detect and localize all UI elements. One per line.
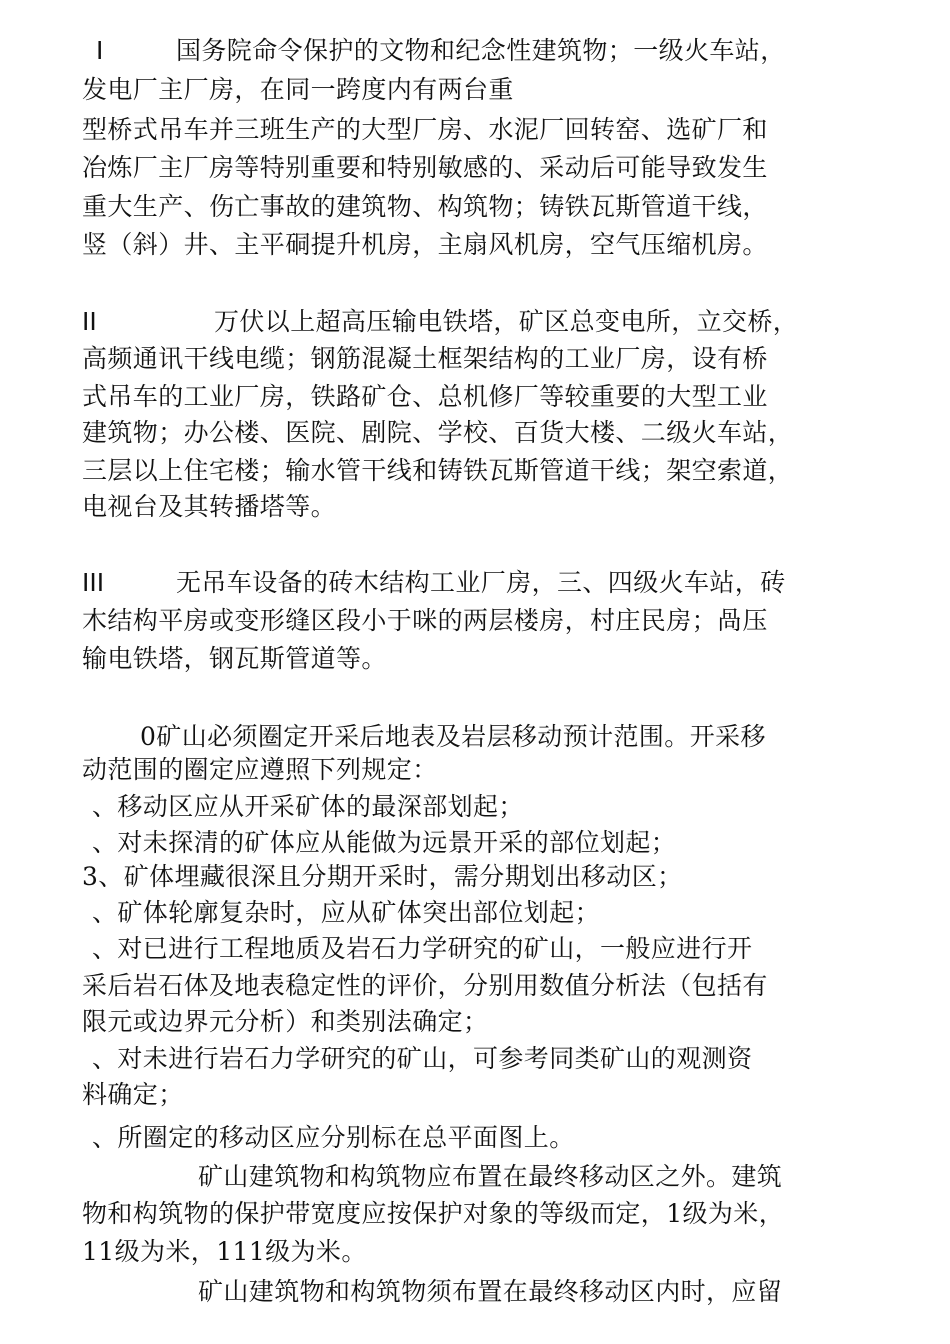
grade-2-line-2: 高频通讯干线电缆；钢筋混凝土框架结构的工业厂房，设有桥 bbox=[82, 344, 768, 373]
rules-intro-line-2: 动范围的圈定应遵照下列规定： bbox=[82, 755, 438, 784]
grade-1-line-3: 型桥式吊车并三班生产的大型厂房、水泥厂回转窑、选矿厂和 bbox=[82, 115, 768, 144]
rule-item-5-line-3: 限元或边界元分析）和类别法确定； bbox=[82, 1007, 489, 1036]
rule-item-4: 、矿体轮廓复杂时，应从矿体突出部位划起； bbox=[92, 898, 601, 927]
grade-2-line-1: 万伏以上超高压输电铁塔，矿区总变电所，立交桥， bbox=[214, 307, 799, 336]
grade-2-line-4: 建筑物；办公楼、医院、剧院、学校、百货大楼、二级火车站， bbox=[82, 418, 794, 447]
rule-item-1: 、移动区应从开采矿体的最深部划起； bbox=[92, 792, 524, 821]
grade-1-numeral: I bbox=[96, 36, 104, 65]
grade-2-line-3: 式吊车的工业厂房，铁路矿仓、总机修厂等较重要的大型工业 bbox=[82, 382, 768, 411]
grade-3-line-2: 木结构平房或变形缝区段小于咪的两层楼房，村庄民房；咼压 bbox=[82, 606, 768, 635]
protection-line-4: 矿山建筑物和构筑物须布置在最终移动区内时，应留 bbox=[198, 1277, 783, 1306]
rules-intro-line-1: 0矿山必须圈定开采后地表及岩层移动预计范围。开采移 bbox=[140, 722, 766, 751]
grade-3-numeral: III bbox=[82, 568, 105, 597]
grade-1-line-5: 重大生产、伤亡事故的建筑物、构筑物；铸铁瓦斯管道干线， bbox=[82, 192, 768, 221]
grade-1-line-4: 冶炼厂主厂房等特别重要和特别敏感的、采动后可能导致发生 bbox=[82, 153, 768, 182]
rule-item-6-line-1: 、对未进行岩石力学研究的矿山，可参考同类矿山的观测资 bbox=[92, 1044, 753, 1073]
rule-item-3: 3、矿体埋藏很深且分期开采时，需分期划出移动区； bbox=[82, 862, 683, 891]
rule-item-5-line-2: 采后岩石体及地表稳定性的评价，分别用数值分析法（包括有 bbox=[82, 971, 768, 1000]
rule-item-6-line-2: 料确定； bbox=[82, 1080, 184, 1109]
protection-line-3: 11级为米，111级为米。 bbox=[82, 1237, 367, 1266]
grade-2-line-5: 三层以上住宅楼；输水管干线和铸铁瓦斯管道干线；架空索道， bbox=[82, 456, 794, 485]
rule-item-2: 、对未探清的矿体应从能做为远景开采的部位划起； bbox=[92, 828, 677, 857]
grade-2-numeral: II bbox=[82, 307, 97, 336]
grade-3-line-3: 输电铁塔，钢瓦斯管道等。 bbox=[82, 644, 387, 673]
rule-item-5-line-1: 、对已进行工程地质及岩石力学研究的矿山，一般应进行开 bbox=[92, 934, 753, 963]
grade-3-line-1: 无吊车设备的砖木结构工业厂房，三、四级火车站，砖 bbox=[176, 568, 786, 597]
rule-item-7: 、所圈定的移动区应分别标在总平面图上。 bbox=[92, 1123, 575, 1152]
grade-1-line-6: 竖（斜）井、主平硐提升机房，主扇风机房，空气压缩机房。 bbox=[82, 230, 768, 259]
grade-2-line-6: 电视台及其转播塔等。 bbox=[82, 492, 337, 521]
grade-1-line-1: 国务院命令保护的文物和纪念性建筑物；一级火车站， bbox=[176, 36, 786, 65]
protection-line-1: 矿山建筑物和构筑物应布置在最终移动区之外。建筑 bbox=[198, 1162, 783, 1191]
grade-1-line-2: 发电厂主厂房，在同一跨度内有两台重 bbox=[82, 75, 514, 104]
protection-line-2: 物和构筑物的保护带宽度应按保护对象的等级而定，1级为米， bbox=[82, 1199, 785, 1228]
